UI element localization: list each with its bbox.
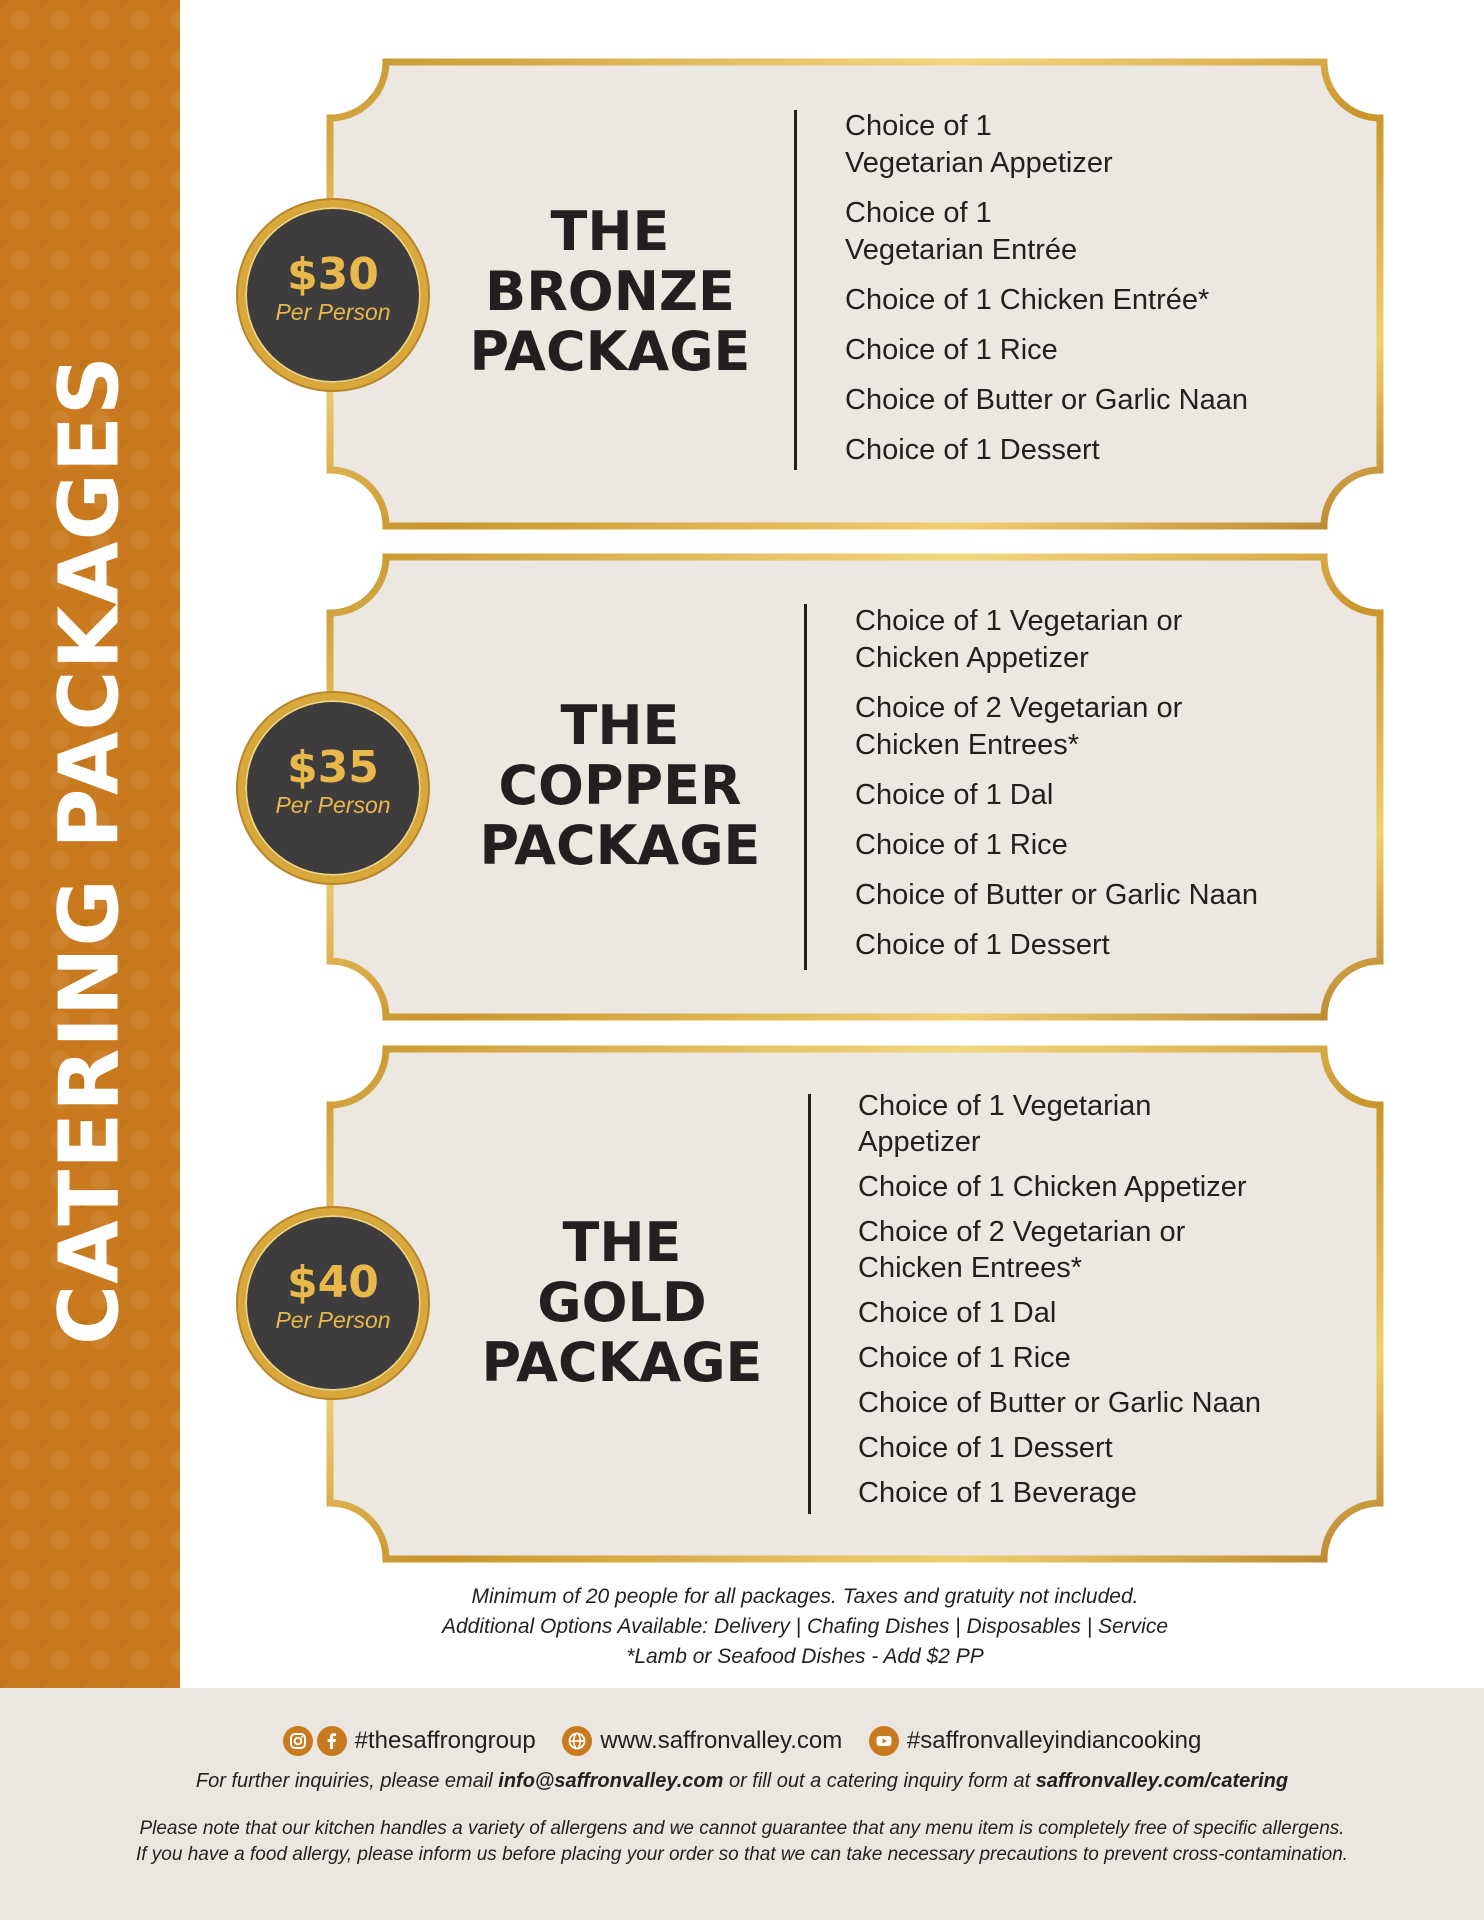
notes-line: Minimum of 20 people for all packages. Taxes and gratuity not included. — [471, 1585, 1139, 1608]
side-title: CATERING PACKAGES — [42, 355, 138, 1345]
list-item: Choice of 1 Dessert — [845, 434, 1100, 466]
package-name-copper: THE COPPER PACKAGE — [479, 694, 761, 877]
price-unit: Per Person — [275, 1307, 391, 1333]
website-group — [562, 1726, 842, 1756]
price-amount: $40 — [287, 1257, 379, 1308]
package-name-gold: THE GOLD PACKAGE — [481, 1211, 763, 1394]
package-name-bronze: THE BRONZE PACKAGE — [469, 200, 751, 383]
inquiry-url-link[interactable]: saffronvalley.com/catering — [1035, 1770, 1289, 1792]
package-items-copper — [855, 603, 1335, 977]
social-row — [0, 1726, 1484, 1756]
list-item: Choice of 1 Dal — [855, 779, 1054, 811]
list-item: Choice of 1 Dal — [858, 1297, 1057, 1329]
youtube-icon[interactable] — [869, 1726, 899, 1756]
social-group — [283, 1726, 536, 1756]
package-divider — [804, 604, 807, 970]
price-amount: $30 — [287, 249, 379, 300]
inquiry-line — [0, 1770, 1484, 1793]
notes-line: *Lamb or Seafood Dishes - Add $2 PP — [626, 1645, 984, 1668]
list-item: Choice of 1 Dessert — [858, 1432, 1113, 1464]
price-amount: $35 — [287, 742, 379, 793]
list-item: Choice of 2 Vegetarian or Chicken Entrees* — [858, 1216, 1186, 1284]
globe-icon[interactable] — [562, 1726, 592, 1756]
inquiry-text: For further inquiries, please email — [195, 1770, 499, 1792]
list-item: Choice of 1 Vegetarian or Chicken Appetizer — [855, 605, 1183, 674]
list-item: Choice of 1 Dessert — [855, 929, 1110, 961]
price-unit: Per Person — [275, 792, 391, 818]
list-item: Choice of 1 Rice — [845, 334, 1058, 366]
list-item: Choice of Butter or Garlic Naan — [858, 1387, 1261, 1419]
side-band — [0, 0, 180, 1688]
list-item: Choice of 1 Chicken Appetizer — [858, 1171, 1247, 1203]
inquiry-text: or fill out a catering inquiry form at — [723, 1770, 1036, 1792]
package-divider — [794, 110, 797, 470]
price-badge-bronze — [238, 200, 428, 390]
allergen-notice — [0, 1816, 1484, 1868]
notes-line: Additional Options Available: Delivery | Chafing Dishes | Disposables | Service — [441, 1615, 1169, 1638]
list-item: Choice of Butter or Garlic Naan — [855, 879, 1258, 911]
social-handle[interactable]: #thesaffrongroup — [354, 1727, 536, 1754]
allergen-line: Please note that our kitchen handles a variety of allergens and we cannot guarantee that any menu item is completely free of specific allergens. — [139, 1818, 1345, 1839]
list-item: Choice of 1 Rice — [855, 829, 1068, 861]
price-badge-gold — [238, 1208, 428, 1398]
package-divider — [808, 1094, 811, 1514]
youtube-handle[interactable]: #saffronvalleyindiancooking — [906, 1727, 1202, 1754]
price-badge-copper — [238, 693, 428, 883]
list-item: Choice of 1 Beverage — [858, 1477, 1137, 1509]
website-link[interactable]: www.saffronvalley.com — [600, 1727, 843, 1754]
instagram-icon[interactable] — [283, 1726, 313, 1756]
list-item: Choice of 1 Rice — [858, 1342, 1071, 1374]
list-item: Choice of Butter or Garlic Naan — [845, 384, 1248, 416]
list-item: Choice of 1 Vegetarian Appetizer — [845, 110, 1113, 179]
allergen-line: If you have a food allergy, please inform us before placing your order so that we can take necessary precautions to prevent cross-contamination. — [135, 1844, 1349, 1865]
list-item: Choice of 1 Chicken Entrée* — [845, 284, 1210, 316]
list-item: Choice of 1 Vegetarian Appetizer — [858, 1090, 1152, 1158]
package-items-gold — [858, 1088, 1338, 1520]
youtube-group — [869, 1726, 1201, 1756]
package-notes — [300, 1582, 1310, 1672]
list-item: Choice of 2 Vegetarian or Chicken Entrees* — [855, 692, 1183, 761]
package-items-bronze — [845, 108, 1325, 482]
price-unit: Per Person — [275, 299, 391, 325]
list-item: Choice of 1 Vegetarian Entrée — [845, 197, 1078, 266]
facebook-icon[interactable] — [317, 1726, 347, 1756]
footer — [0, 1688, 1484, 1920]
inquiry-email-link[interactable]: info@saffronvalley.com — [498, 1770, 724, 1792]
